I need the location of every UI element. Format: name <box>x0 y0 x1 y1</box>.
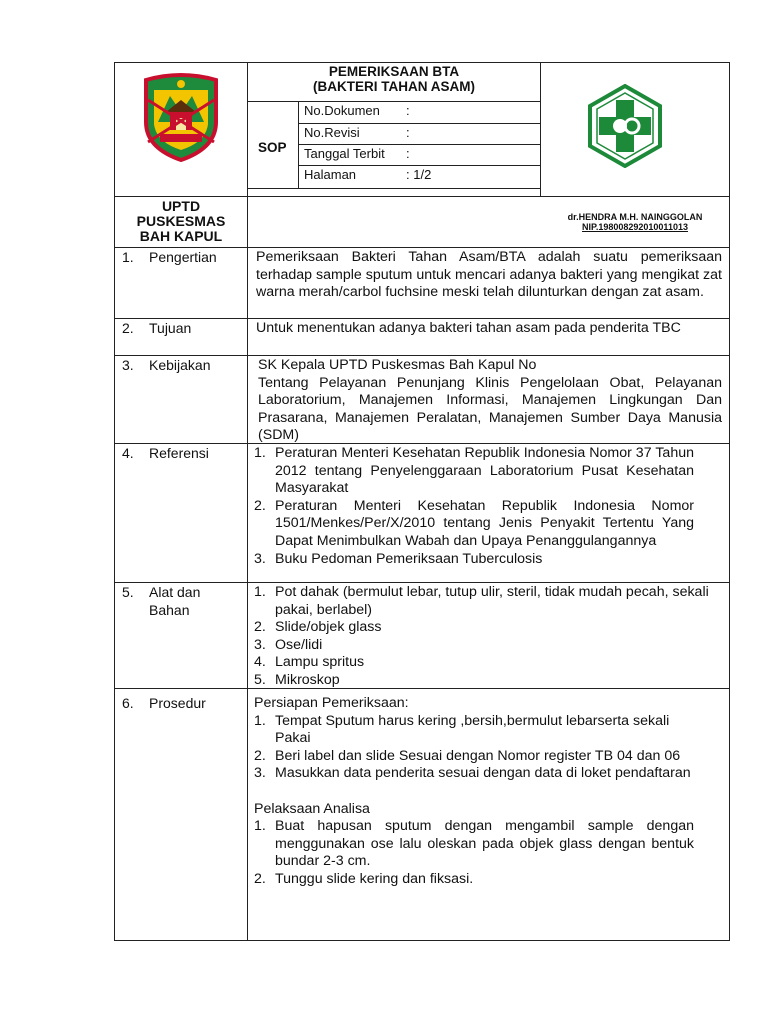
section-title: Referensi <box>149 445 209 461</box>
item-number: 4. <box>254 654 266 671</box>
section-3-label <box>122 357 211 375</box>
item-number: 2. <box>254 747 266 764</box>
section-title-line-2: Bahan <box>149 601 190 618</box>
district-crest-icon <box>140 70 222 162</box>
list-item <box>254 619 722 637</box>
item-number: 3. <box>254 636 266 653</box>
persiapan-title: Persiapan Pemeriksaan: <box>254 695 409 711</box>
item-text: Peraturan Menteri Kesehatan Republik Indonesia Nomor 1501/Menkes/Per/X/2010 tentang Jenis Penyakit Tertentu Yang Dapat Menimbulkan Wabah dan Upaya Penanggulangannya <box>275 497 694 549</box>
section-4-list <box>254 445 694 568</box>
list-item <box>254 871 694 889</box>
item-text: Buat hapusan sputum dengan mengambil sample dengan menggunakan ose lalu oleskan pada objek glass dengan bentuk bundar 2-3 cm. <box>275 818 694 870</box>
item-text: Tempat Sputum harus kering ,bersih,bermulut lebarserta sekali Pakai <box>275 712 670 747</box>
section-number: 1. <box>122 249 134 265</box>
item-text: Peraturan Menteri Kesehatan Republik Indonesia Nomor 37 Tahun 2012 tentang Penyelenggaraan Laboratorium Pusat Kesehatan Masyarakat <box>275 445 694 497</box>
org-line-2: PUSKESMAS <box>136 213 226 229</box>
document-title <box>248 64 540 94</box>
section-6-body <box>254 695 694 889</box>
item-number: 2. <box>254 619 266 636</box>
item-text: Beri label dan slide Sesuai dengan Nomor register TB 04 dan 06 <box>275 747 681 764</box>
list-item <box>254 765 694 783</box>
field-label: No.Dokumen <box>304 103 380 118</box>
item-number: 2. <box>254 497 266 514</box>
list-item <box>254 672 722 690</box>
section-number: 4. <box>122 445 134 461</box>
section-title: Pengertian <box>149 249 217 265</box>
field-tanggal-terbit: Tanggal Terbit <box>304 146 385 161</box>
sop-label: SOP <box>258 140 287 155</box>
item-number: 1. <box>254 445 266 461</box>
policy-line: SK Kepala UPTD Puskesmas Bah Kapul No <box>258 357 537 373</box>
field-no-dokumen <box>304 103 380 118</box>
section-title: Tujuan <box>149 320 192 336</box>
field-no-revisi-value: : <box>406 125 410 140</box>
field-no-dokumen-value: : <box>406 103 410 118</box>
section-4-label <box>122 445 209 463</box>
list-item <box>254 584 722 619</box>
title-line-1: PEMERIKSAAN BTA <box>328 64 460 79</box>
section-number: 2. <box>122 320 134 336</box>
puskesmas-emblem-icon <box>586 84 664 168</box>
section-number: 5. <box>122 584 134 600</box>
item-text: Tunggu slide kering dan fiksasi. <box>275 870 474 887</box>
org-name <box>115 199 247 244</box>
section-2-text: Untuk menentukan adanya bakteri tahan asam pada penderita TBC <box>256 320 681 336</box>
section-number: 6. <box>122 695 134 711</box>
list-item <box>254 445 694 498</box>
section-2-label <box>122 320 191 338</box>
field-halaman: Halaman <box>304 167 357 182</box>
puskesmas-logo <box>586 84 664 168</box>
item-text: Pot dahak (bermulut lebar, tutup ulir, steril, tidak mudah pecah, sekali pakai, berlabel) <box>275 584 709 618</box>
item-number: 1. <box>254 712 266 729</box>
list-item <box>254 654 722 672</box>
analisa-title: Pelaksaan Analisa <box>254 800 370 817</box>
section-1-text: Pemeriksaan Bakteri Tahan Asam/BTA adalah suatu pemeriksaan terhadap sample sputum untuk mencari adanya bakteri yang mengikat zat warna merah/carbol fuchsine meski telah dilunturkan dengan zat asam. <box>256 249 722 301</box>
item-text: Mikroskop <box>275 671 340 688</box>
item-text: Slide/objek glass <box>275 619 382 636</box>
section-1-label <box>122 249 217 267</box>
field-no-revisi: No.Revisi <box>304 125 360 140</box>
section-5-list <box>254 584 722 690</box>
field-tanggal-terbit-value: : <box>406 146 410 161</box>
section-number: 3. <box>122 357 134 373</box>
item-text: Lampu spritus <box>275 654 365 671</box>
section-title: Prosedur <box>149 695 206 711</box>
section-3-text <box>258 357 722 445</box>
section-title: Alat dan <box>149 584 201 600</box>
district-logo <box>140 70 222 162</box>
signer-name: dr.HENDRA M.H. NAINGGOLAN <box>567 212 703 222</box>
item-text: Masukkan data penderita sesuai dengan data di loket pendaftaran <box>275 765 691 782</box>
signer-nip: NIP.198008292010011013 <box>582 222 688 232</box>
org-line-1: UPTD <box>161 198 201 214</box>
list-item <box>254 498 694 551</box>
org-line-3: BAH KAPUL <box>139 228 223 244</box>
signer-block <box>541 212 729 232</box>
item-text: Ose/lidi <box>275 636 323 653</box>
title-line-2: (BAKTERI TAHAN ASAM) <box>313 79 475 94</box>
item-number: 1. <box>254 818 266 835</box>
list-item <box>254 551 694 569</box>
item-number: 3. <box>254 765 266 782</box>
list-item <box>254 637 722 655</box>
policy-text: Tentang Pelayanan Penunjang Klinis Pengelolaan Obat, Pelayanan Laboratorium, Manajemen Informasi, Manajemen Lingkungan Dan Prasarana, Manajemen Peralatan, Manajemen Sumber Daya Manusia (SDM) <box>258 374 722 444</box>
list-item <box>254 748 694 766</box>
section-5-label <box>122 584 200 619</box>
list-item <box>254 818 694 871</box>
item-number: 1. <box>254 584 266 600</box>
item-number: 2. <box>254 870 266 887</box>
item-text: Buku Pedoman Pemeriksaan Tuberculosis <box>275 550 543 567</box>
item-number: 3. <box>254 550 266 567</box>
section-6-label <box>122 695 206 713</box>
item-number: 5. <box>254 671 266 688</box>
section-title: Kebijakan <box>149 357 211 373</box>
field-halaman-value: : 1/2 <box>406 167 432 182</box>
list-item <box>254 713 694 748</box>
